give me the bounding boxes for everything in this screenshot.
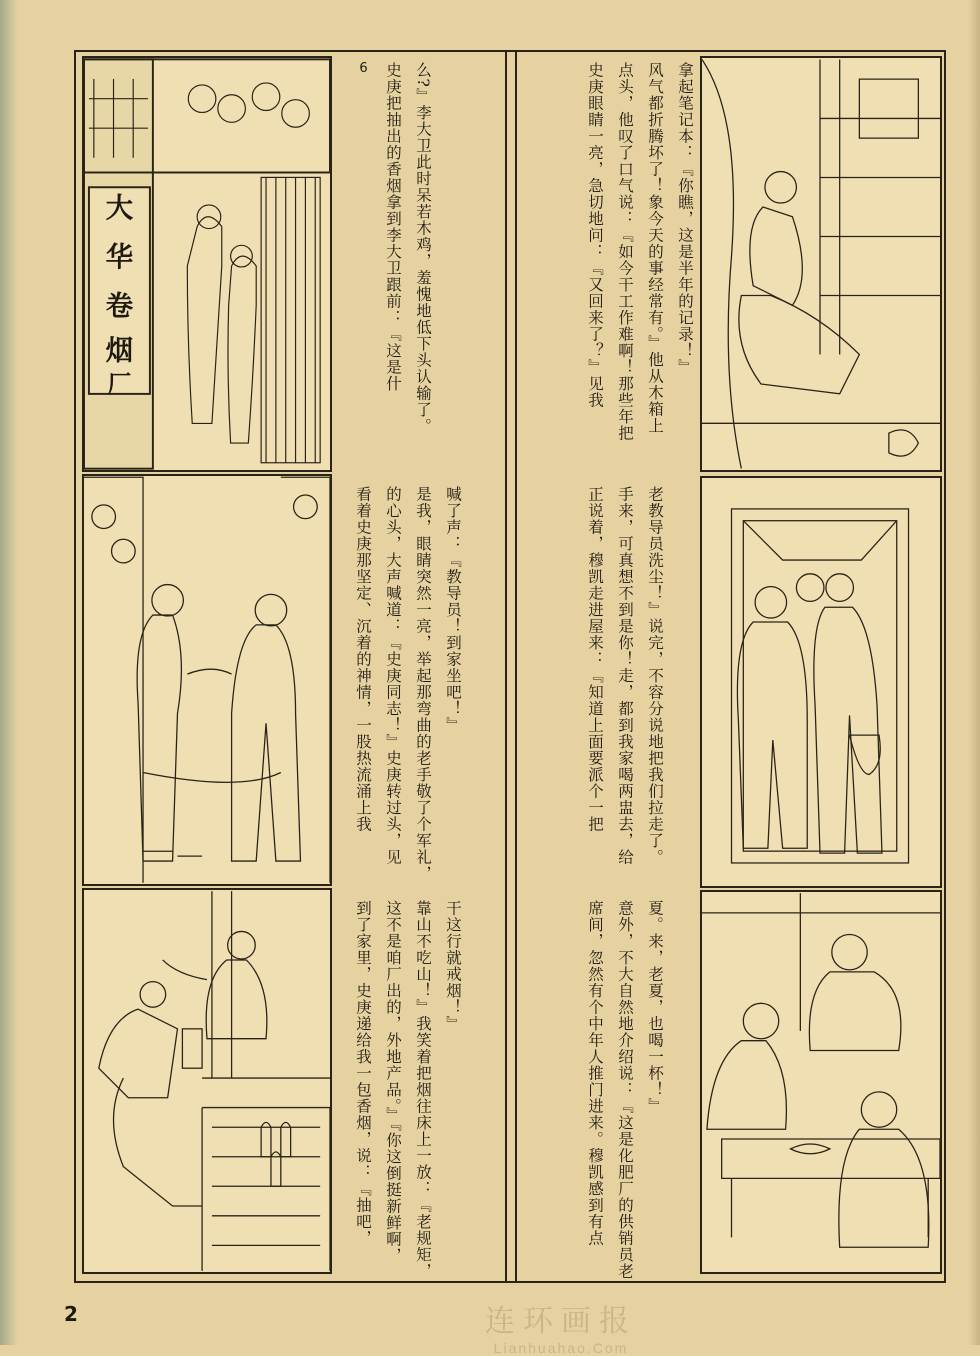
caption-8-line-3: 这不是咱厂出的，外地产品。』『你这倒挺新鲜啊， bbox=[384, 900, 402, 1264]
watermark-sub: Lianhuahao.Com bbox=[493, 1340, 629, 1356]
factory-sign-char-2: 华 bbox=[105, 240, 134, 273]
factory-sign-char-3: 卷 bbox=[105, 290, 134, 323]
page-binding-edge bbox=[0, 0, 18, 1345]
notebook-scene-drawing bbox=[702, 58, 940, 470]
caption-10 bbox=[584, 486, 666, 866]
dinner-scene-drawing bbox=[702, 892, 940, 1272]
panel-7-illustration bbox=[82, 474, 332, 886]
factory-sign-char-4: 烟 bbox=[105, 334, 134, 367]
caption-11-line-1: 夏。来，老夏，也喝一杯！』 bbox=[646, 900, 664, 1115]
page-number: 2 bbox=[64, 1302, 78, 1326]
factory-sign-char-1: 大 bbox=[105, 191, 134, 224]
caption-9 bbox=[584, 62, 696, 462]
panel-9-illustration bbox=[700, 56, 942, 472]
caption-6 bbox=[352, 62, 434, 462]
caption-8 bbox=[352, 900, 464, 1280]
factory-gate-drawing bbox=[84, 58, 330, 470]
caption-9-line-4: 史庚眼睛一亮，急切地问：『又回来了？』见我 bbox=[586, 62, 604, 409]
caption-8-line-4: 到了家里，史庚递给我一包香烟，说：『抽吧， bbox=[354, 900, 372, 1247]
caption-10-line-2: 手来，可真想不到是你！走，都到我家喝两盅去，给 bbox=[616, 486, 634, 866]
panel-6-illustration bbox=[82, 56, 332, 472]
caption-11 bbox=[584, 900, 666, 1280]
panel-10-illustration bbox=[700, 476, 942, 888]
drinking-scene-drawing bbox=[84, 890, 330, 1272]
caption-9-line-2: 风气都折腾坏了！象今天的事经常有。』他从木箱上 bbox=[646, 62, 664, 434]
caption-6-line-2: 史庚把抽出的香烟拿到李大卫跟前：『这是什 bbox=[384, 62, 402, 392]
doorway-scene-drawing bbox=[702, 478, 940, 886]
center-gutter-left bbox=[505, 50, 507, 1283]
center-gutter-right bbox=[515, 50, 517, 1283]
page-right-edge bbox=[968, 0, 980, 1345]
panel-8-illustration bbox=[82, 888, 332, 1274]
caption-6-number: 6 bbox=[359, 62, 368, 75]
caption-7-line-1: 喊了声：『教导员！到家坐吧！』 bbox=[444, 486, 462, 734]
caption-6-line-1: 么?』李大卫此时呆若木鸡，羞愧地低下头认输了。 bbox=[414, 62, 432, 435]
caption-8-line-1: 干这行就戒烟！』 bbox=[444, 900, 462, 1032]
caption-10-line-3: 正说着，穆凯走进屋来：『知道上面要派个一把 bbox=[586, 486, 604, 833]
caption-7 bbox=[352, 486, 464, 882]
caption-11-line-2: 意外，不大自然地介绍说：『这是化肥厂的供销员老 bbox=[616, 900, 634, 1280]
watermark bbox=[485, 1296, 637, 1356]
caption-7-line-3: 的心头，大声喊道：『史庚同志！』史庚转过头，见 bbox=[384, 486, 402, 866]
watermark-main: 连环画报 bbox=[485, 1305, 637, 1338]
caption-7-line-2: 是我，眼睛突然一亮，举起那弯曲的老手敬了个军礼， bbox=[414, 486, 432, 882]
greeting-scene-drawing bbox=[84, 476, 330, 884]
factory-sign-char-5: 厂 bbox=[107, 369, 132, 398]
caption-11-line-3: 席间，忽然有个中年人推门进来。穆凯感到有点 bbox=[586, 900, 604, 1247]
caption-10-line-1: 老教导员洗尘！』说完，不容分说地把我们拉走了。 bbox=[646, 486, 664, 866]
caption-7-line-4: 看着史庚那坚定、沉着的神情，一股热流涌上我 bbox=[354, 486, 372, 833]
caption-8-line-2: 靠山不吃山！』我笑着把烟往床上一放：『老规矩， bbox=[414, 900, 432, 1280]
caption-9-line-1: 拿起笔记本：『你瞧，这是半年的记录！』 bbox=[676, 62, 694, 376]
panel-11-illustration bbox=[700, 890, 942, 1274]
caption-9-line-3: 点头，他叹了口气说：『如今干工作难啊！那些年把 bbox=[616, 62, 634, 442]
